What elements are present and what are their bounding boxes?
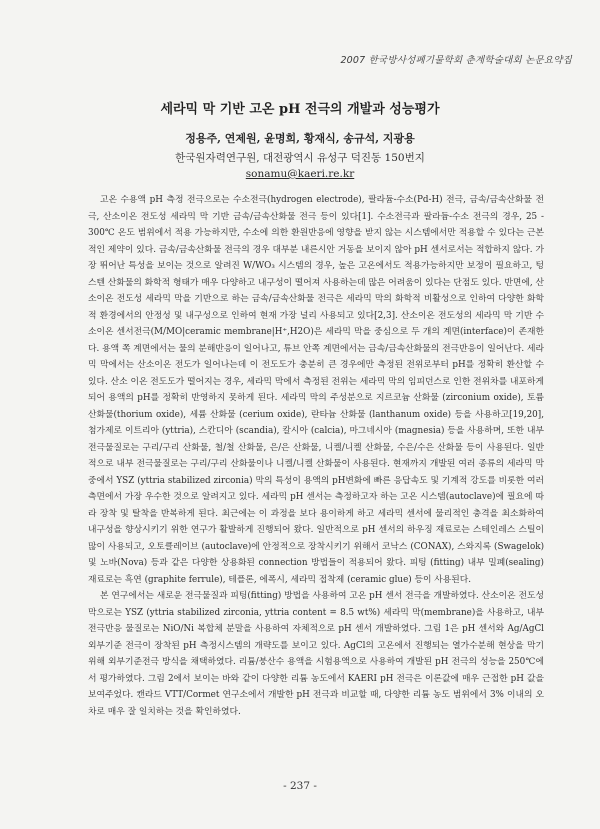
paragraph: 본 연구에서는 새로운 전극물질과 피팅(fitting) 방법을 사용하여 고온 pH 센서 전극을 개발하였다. 산소이온 전도성 막으로는 YSZ (yttria stabilized zirconia, yttria content = 8.5 wt%) 세라믹 막(membrane)을 사용하고, 내부 전극반응 물질로는 NiO/Ni 복합체 분말을 사용하여 자체적으로 pH 센서 개발하였다. 그림 1은 pH 센서와 Ag/AgCl 외부기준 전극이 장착된 pH 측정시스템의 개략도를 보이고 있다. AgCl의 고온에서 진행되는 열가수분해 현상을 막기 위해 외부기준전극 방식을 채택하였다. 리튬/붕산수 용액을 시험용액으로 사용하여 개발된 pH 전극의 성능을 250℃에서 평가하였다. 그림 2에서 보이는 바와 같이 다양한 리튬 농도에서 KAERI pH 전극은 이론값에 매우 근접한 pH 값을 보여주었다. 캔라드 VTT/Cormet 연구소에서 개발한 pH 전극과 비교할 때, 다양한 리튬 농도 범위에서 3% 이내의 오차로 매우 잘 일치하는 것을 확인하였다.	[88, 591, 544, 717]
paragraph: 고온 수용액 pH 측정 전극으로는 수소전극(hydrogen electrode), 팔라듐-수소(Pd-H) 전극, 금속/금속산화물 전극, 산소이온 전도성 세라믹 막 기반 금속/금속산화물 전극 등이 있다[1]. 수소전극과 팔라듐-수소 전극의 경우, 25 - 300℃ 온도 범위에서 적용 가능하지만, 수소에 의한 환원반응에 영향을 받지 않는 시스템에서만 적용할 수 있다는 근본적인 제약이 있다. 금속/금속산화물 전극의 경우 대부분 내른시안 거동을 보이지 않아 pH 센서로서는 적합하지 않다. 가장 뛰어난 특성을 보이는 것으로 알려진 W/WO₃ 시스템의 경우, 높은 고온에서도 적용가능하지만 보정이 필요하고, 텅스텐 산화물의 화학적 형태가 매우 다양하고 내구성이 떨어져 사용하는데 많은 어려움이 있다는 단점도 있다. 반면에, 산소이온 전도성 세라믹 막을 기반으로 하는 금속/금속산화물 전극은 세라믹 막의 화학적 비활성으로 인하여 다양한 화학적 환경에서의 안정성 및 내구성으로 인하여 현재 가장 널리 사용되고 있다[2,3]. 산소이온 전도성의 세라믹 막 기반 수소이온 센서전극(M/MO|ceramic membrane|H⁺,H2O)은 세라믹 막을 중심으로 두 개의 계면(interface)이 존재한다. 용액 쪽 계면에서는 물의 분해반응이 일어나고, 튜브 안쪽 계면에서는 금속/금속산화물의 전극반응이 일어난다. 세라믹 막에서는 산소이온 전도가 일어나는데 이 전도도가 충분히 큰 경우에만 측정된 전위로부터 pH를 정확히 환산할 수 있다. 산소 이온 전도도가 떨어지는 경우, 세라믹 막에서 측정된 전위는 세라믹 막의 임피던스로 인한 전위차를 내포하게 되어 용액의 pH를 정확히 반영하지 못하게 된다. 세라믹 막의 주성분으로 지르코늄 산화물 (zirconium oxide), 토륨 산화물(thorium oxide), 세륨 산화물 (cerium oxide), 란타늄 산화물 (lanthanum oxide) 등을 사용하고[19,20], 첨가제로 이트리아 (yttria), 스칸디아 (scandia), 칼시아 (calcia), 마그네시아 (magnesia) 등을 사용하며, 또한 내부 전극물질로는 구리/구리 산화물, 철/철 산화물, 은/은 산화물, 니켈/니켈 산화물, 수은/수은 산화물 등이 사용된다. 일반적으로 내부 전극물질로는 구리/구리 산화물이나 니켈/니켈 산화물이 사용된다. 현재까지 개발된 여러 종류의 세라믹 막 중에서 YSZ (yttria stabilized zirconia) 막의 특성이 용액의 pH변화에 빠른 응답속도 및 기계적 강도를 비롯한 여러 측면에서 가장 우수한 것으로 알려지고 있다. 세라믹 pH 센서는 측정하고자 하는 고온 시스템(autoclave)에 필요에 따라 장착 및 탈착을 반복하게 된다. 최근에는 이 과정을 보다 용이하게 하고 세라믹 센서에 물리적인 충격을 최소화하여 내구성을 향상시키기 위한 연구가 활발하게 진행되어 왔다. 일반적으로 pH 센서의 하우징 재료로는 스테인레스 스틸이 많이 사용되고, 오토클레이브 (autoclave)에 안정적으로 장착시키기 위해서 코낙스 (CONAX), 스와지록 (Swagelok) 및 노바(Nova) 등과 같은 다양한 상용화된 connection 방법들이 적용되어 왔다. 피팅 (fitting) 내부 밀폐(sealing) 재료로는 흑연 (graphite ferrule), 테플론, 에폭시, 세라믹 접착제 (ceramic glue) 등이 사용된다.	[88, 195, 544, 585]
email-link[interactable]: sonamu@kaeri.re.kr	[245, 168, 355, 180]
affiliation: 한국원자력연구원, 대전광역시 유성구 덕진동 150번지	[175, 152, 425, 164]
email-line	[0, 168, 600, 180]
running-header: 2007 한국방사성폐기물학회 춘계학술대회 논문요약집	[340, 55, 572, 66]
author-list: 정용주, 연제원, 윤명희, 황재식, 송규석, 지광용	[185, 132, 415, 145]
page-number: - 237 -	[283, 780, 317, 792]
paper-title: 세라믹 막 기반 고온 pH 전극의 개발과 성능평가	[160, 102, 440, 117]
abstract-body	[88, 192, 544, 720]
